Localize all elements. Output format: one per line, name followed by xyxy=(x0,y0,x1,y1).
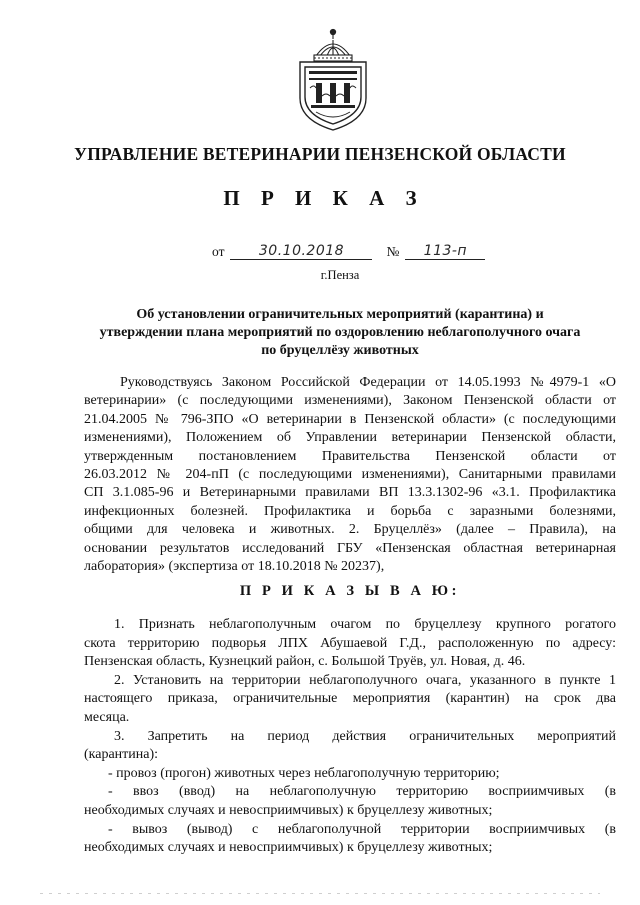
text-line: 21.04.2005 № 796-ЗПО «О ветеринарии в Пензенской области» (с последующими xyxy=(84,411,616,427)
text-line: общими для человека и животных. 2. Бруцеллёз» (далее – Правила), на xyxy=(84,522,616,538)
date-value: 30.10.2018 xyxy=(230,243,372,260)
organization-title: УПРАВЛЕНИЕ ВЕТЕРИНАРИИ ПЕНЗЕНСКОЙ ОБЛАСТИ xyxy=(74,144,566,164)
bullet-line: - провоз (прогон) животных через неблагополучную территорию; xyxy=(108,765,500,781)
text-line: изменениями), Положением об Управлении ветеринарии Пензенской области, xyxy=(84,430,616,446)
item-1-line: Пензенская область, Кузнецкий район, с. Большой Труёв, ул. Новая, д. 46. xyxy=(84,654,526,670)
coat-of-arms-icon xyxy=(294,26,372,132)
item-3-line: 3. Запретить на период действия ограничительных мероприятий xyxy=(114,728,616,744)
basis-paragraph xyxy=(84,374,616,576)
subject-line: Об установлении ограничительных мероприятий (карантина) и xyxy=(136,307,544,322)
document-type: П Р И К А З xyxy=(223,186,425,210)
bullet-line: - ввоз (ввод) на неблагополучную территорию восприимчивых (в xyxy=(108,784,616,800)
subject-title xyxy=(60,306,620,360)
text-line: лаборатория» (экспертиза от 18.10.2018 № 20237), xyxy=(84,559,385,575)
subject-line: утверждении плана мероприятий по оздоровлению неблагополучного очага xyxy=(99,325,581,340)
item-1-line: 1. Признать неблагополучным очагом по бруцеллезу крупного рогатого xyxy=(114,617,616,632)
text-line: 26.03.2012 № 204-пП (с последующими изменениями), Санитарными правилами xyxy=(84,467,616,483)
text-line: СП 3.1.085-96 и Ветеринарными правилами ВП 13.3.1302-96 «3.1. Профилактика xyxy=(84,485,616,501)
decree-heading: П Р И К А З Ы В А Ю: xyxy=(239,583,461,599)
text-line: Руководствуясь Законом Российской Федерации от 14.05.1993 №4979-1 «О xyxy=(120,375,616,390)
number-label: № xyxy=(386,244,400,259)
text-line: основании результатов исследований ГБУ «Пензенская областная ветеринарная xyxy=(84,540,616,556)
item-2-line: настоящего приказа, ограничительные мероприятия (карантин) на срок два xyxy=(84,691,616,707)
number-value: 113-п xyxy=(405,243,485,260)
item-3-line: (карантина): xyxy=(84,747,159,763)
item-2-line: 2. Установить на территории неблагополучного очага, указанного в пункте 1 xyxy=(114,672,616,688)
date-number-line xyxy=(212,243,485,260)
text-line: инфекционных болезней. Профилактика и борьба с заразными болезнями, xyxy=(84,503,616,519)
subject-line: по бруцеллёзу животных xyxy=(261,343,419,358)
item-1-line: скота территорию подворья ЛПХ Абушаевой Г.Д., расположенную по адресу: xyxy=(84,635,616,651)
order-items xyxy=(84,616,616,858)
bullet-line: необходимых случаях и невосприимчивых) к бруцеллезу животных; xyxy=(84,840,493,856)
city: г.Пенза xyxy=(320,268,360,282)
text-line: ветеринарии» (с последующими изменениями), Законом Пензенской области от xyxy=(84,393,616,409)
item-2-line: месяца. xyxy=(84,709,130,725)
text-line: утвержденным постановлением Правительства Пензенской области от xyxy=(84,448,616,464)
scan-edge xyxy=(40,893,600,894)
bullet-line: необходимых случаях и невосприимчивых) к бруцеллезу животных; xyxy=(84,802,493,818)
bullet-line: - вывоз (вывод) с неблагополучной территории восприимчивых (в xyxy=(108,821,616,837)
date-label: от xyxy=(212,244,225,259)
